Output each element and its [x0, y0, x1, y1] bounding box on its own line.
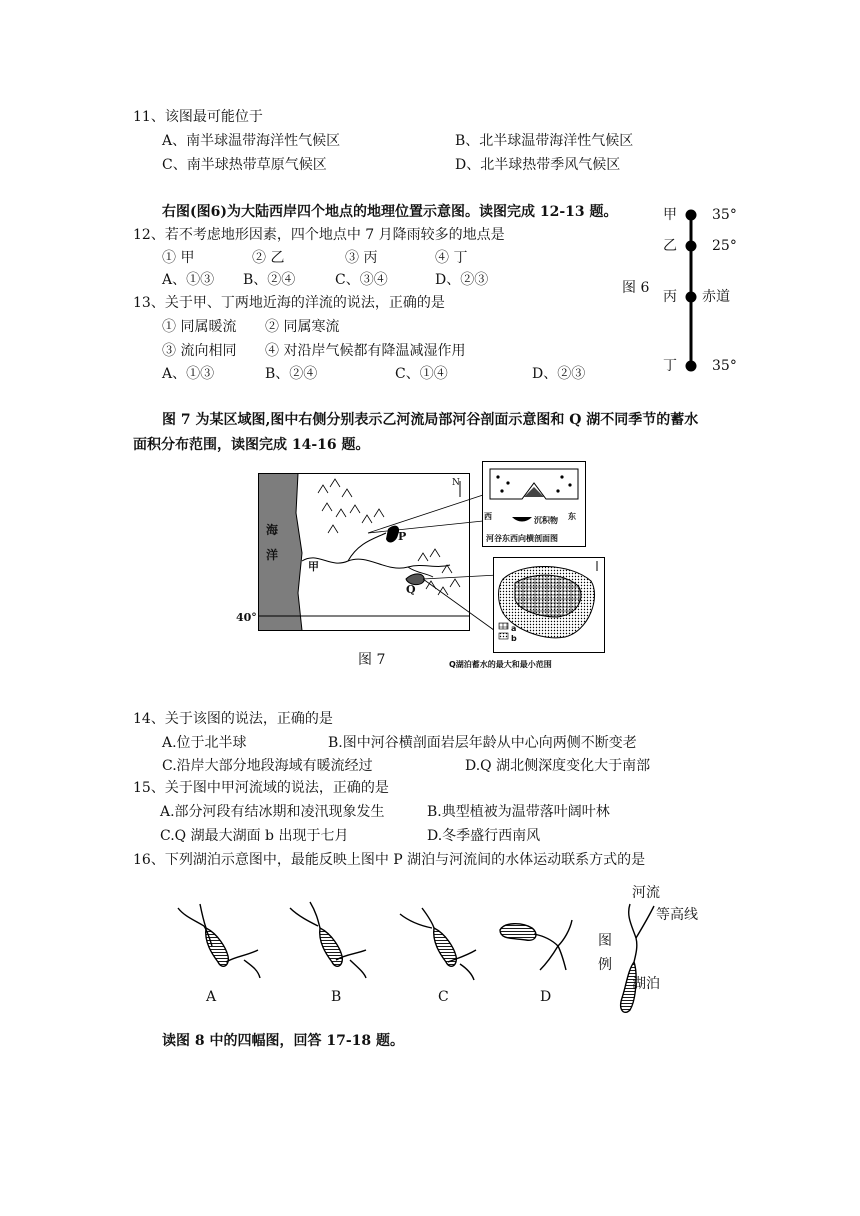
fig7-west-label: 西: [484, 512, 492, 521]
q16-legend-lake: 湖泊: [632, 976, 660, 992]
q16-label-a: A: [206, 989, 217, 1005]
fig7-latitude-label: 40°: [236, 611, 257, 624]
fig7-ocean-label-1: 海: [266, 523, 279, 537]
q12-choice-4: ④ 丁: [435, 250, 468, 266]
fig7-caption: 图 7: [358, 652, 386, 668]
q13-stem: 13、关于甲、丁两地近海的洋流的说法，正确的是: [133, 295, 445, 311]
fig7-north-label: N: [452, 478, 460, 488]
q12-choice-1: ① 甲: [162, 250, 195, 266]
lake-diagram-d: [500, 920, 572, 970]
q16-label-b: B: [331, 989, 342, 1005]
fig6-lat-yi: 25°: [712, 238, 737, 254]
fig6-point-bing: 丙: [663, 289, 677, 305]
q12-stem: 12、若不考虑地形因素，四个地点中 7 月降雨较多的地点是: [133, 227, 505, 243]
figure-6-latitude-line: [681, 208, 701, 368]
fig6-lat-ding: 35°: [712, 358, 737, 374]
fig6-lat-jia: 35°: [712, 207, 737, 223]
q13-option-c: C、①④: [395, 366, 448, 382]
q16-legend-contour: 等高线: [656, 907, 698, 923]
q15-option-b: B.典型植被为温带落叶阔叶林: [427, 804, 610, 820]
fig7-legend-a: a: [511, 624, 517, 633]
intro-17-18: 读图 8 中的四幅图，回答 17-18 题。: [162, 1033, 405, 1049]
q12-option-b: B、②④: [243, 272, 296, 288]
fig7-ocean-label-2: 洋: [266, 548, 279, 562]
fig7-lake-q-label: Q: [406, 583, 416, 596]
q14-stem: 14、关于该图的说法，正确的是: [133, 711, 333, 727]
q13-option-b: B、②④: [265, 366, 318, 382]
q11-option-c: C、南半球热带草原气候区: [162, 157, 327, 173]
q16-legend-river: 河流: [632, 885, 660, 901]
q12-option-c: C、③④: [335, 272, 388, 288]
fig6-point-ding: 丁: [663, 358, 677, 374]
q16-stem: 16、下列湖泊示意图中，最能反映上图中 P 湖泊与河流间的水体运动联系方式的是: [133, 852, 646, 868]
fig6-point-jia: 甲: [663, 207, 677, 223]
q16-legend-diagram: [621, 904, 654, 1012]
fig6-lat-bing: 赤道: [702, 289, 730, 305]
q14-option-a: A.位于北半球: [162, 735, 247, 751]
fig6-point-yi: 乙: [663, 238, 677, 254]
q15-option-c: C.Q 湖最大湖面 b 出现于七月: [160, 828, 349, 844]
q13-choice-4: ④ 对沿岸气候都有降温减湿作用: [265, 343, 466, 359]
fig7-lake-title: Q湖泊蓄水的最大和最小范围: [449, 660, 552, 669]
fig7-legend-b: b: [511, 634, 517, 643]
q15-option-a: A.部分河段有结冰期和凌汛现象发生: [160, 804, 385, 820]
q14-option-b: B.图中河谷横剖面岩层年龄从中心向两侧不断变老: [328, 735, 637, 751]
lake-diagram-c: [400, 908, 476, 980]
q16-legend-title-1: 图: [598, 933, 612, 949]
q13-option-d: D、②③: [532, 366, 586, 382]
lake-diagram-b: [290, 902, 366, 978]
intro-12-13: 右图(图6)为大陆西岸四个地点的地理位置示意图。读图完成 12-13 题。: [162, 204, 618, 220]
q11-option-d: D、北半球热带季风气候区: [455, 157, 621, 173]
q11-option-a: A、南半球温带海洋性气候区: [162, 133, 341, 149]
q16-label-d: D: [540, 989, 552, 1005]
fig7-profile-title: 河谷东西向横剖面图: [486, 534, 558, 543]
q13-choice-2: ② 同属寒流: [265, 319, 340, 335]
q12-choice-3: ③ 丙: [345, 250, 378, 266]
q15-stem: 15、关于图中甲河流域的说法，正确的是: [133, 780, 389, 796]
fig6-caption: 图 6: [622, 280, 650, 296]
q16-label-c: C: [438, 989, 449, 1005]
q12-option-d: D、②③: [435, 272, 489, 288]
q12-option-a: A、①③: [162, 272, 215, 288]
fig7-east-label: 东: [568, 512, 576, 521]
fig7-lake-p-label: P: [398, 530, 407, 543]
fig7-river-label: 甲: [308, 560, 319, 573]
q12-choice-2: ② 乙: [252, 250, 285, 266]
q13-choice-3: ③ 流向相同: [162, 343, 237, 359]
fig7-sediment-label: 沉积物: [534, 516, 558, 525]
q14-option-d: D.Q 湖北侧深度变化大于南部: [465, 758, 651, 774]
q13-option-a: A、①③: [162, 366, 215, 382]
q16-legend-title-2: 例: [598, 957, 612, 973]
intro-14-16-line2: 面积分布范围，读图完成 14-16 题。: [133, 437, 370, 453]
q11-stem: 11、该图最可能位于: [133, 109, 263, 125]
q13-choice-1: ① 同属暖流: [162, 319, 237, 335]
q14-option-c: C.沿岸大部分地段海域有暖流经过: [162, 758, 373, 774]
q11-option-b: B、北半球温带海洋性气候区: [455, 133, 634, 149]
q15-option-d: D.冬季盛行西南风: [427, 828, 541, 844]
figure-7-region-map: [258, 473, 470, 631]
intro-14-16-line1: 图 7 为某区域图,图中右侧分别表示乙河流局部河谷剖面示意图和 Q 湖不同季节的蓄水: [162, 412, 699, 428]
lake-diagram-a: [178, 904, 260, 978]
figure-7-q-lake-extent: [493, 557, 605, 653]
